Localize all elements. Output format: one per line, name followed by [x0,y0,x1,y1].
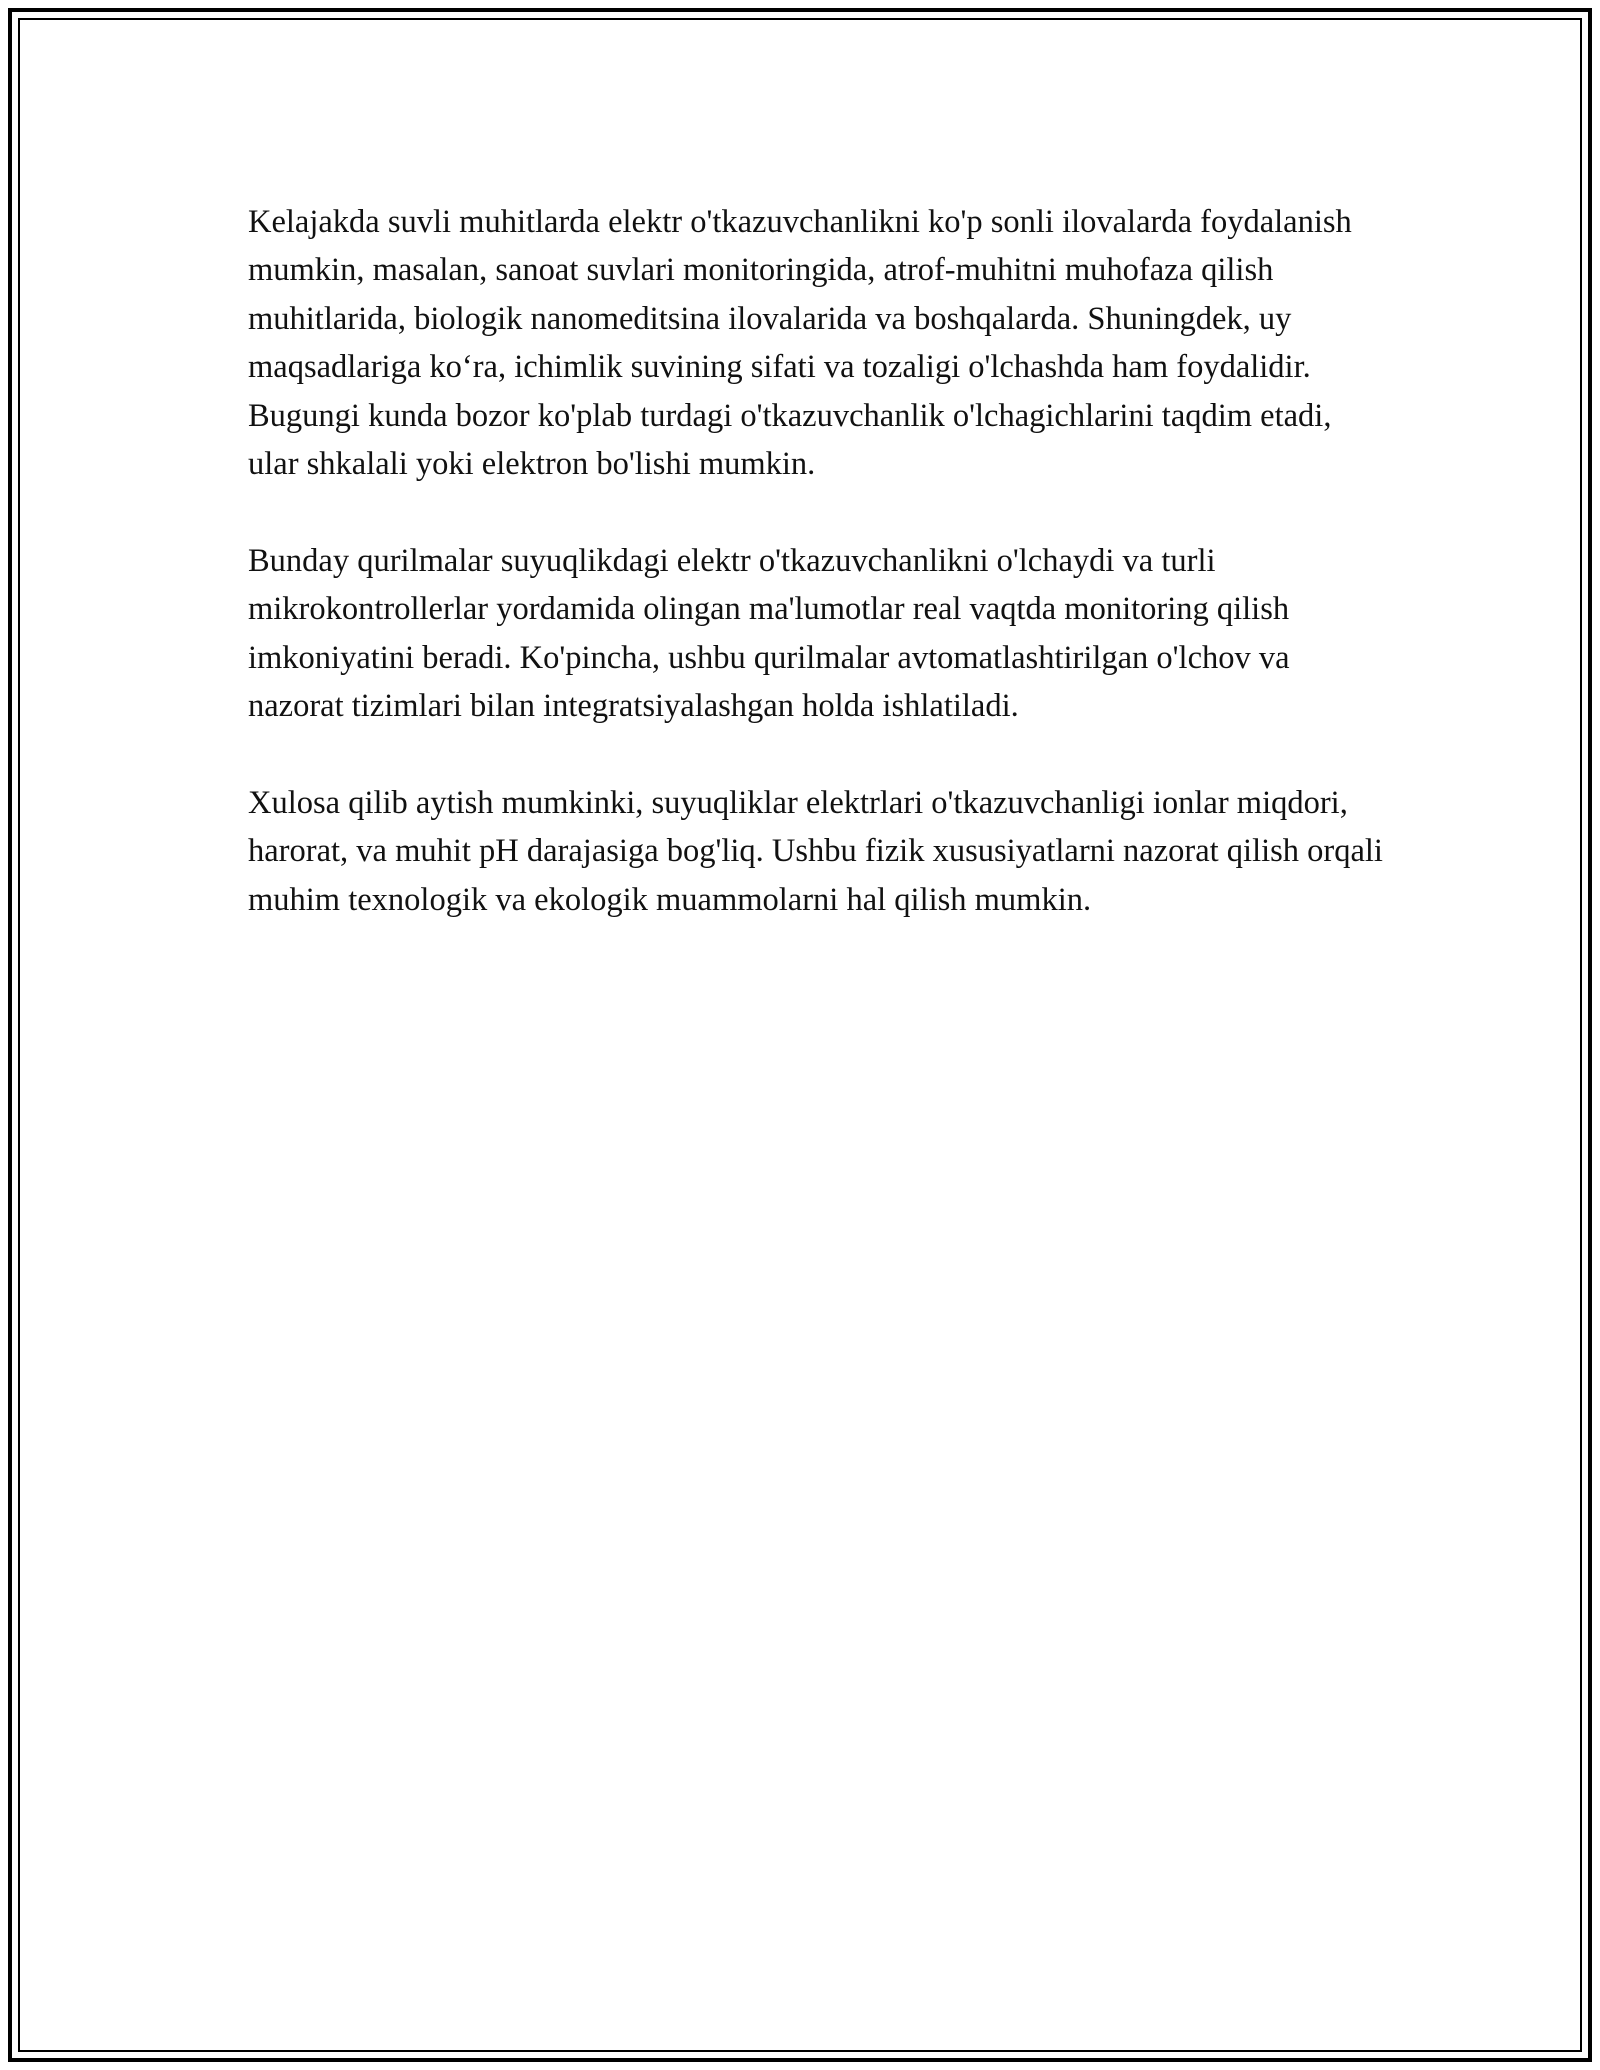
paragraph-conclusion: Xulosa qilib aytish mumkinki, suyuqliklar elektrlari o'tkazuvchanligi ionlar miqdori, harorat, va muhit pH darajasiga bog'liq. Ushbu fizik xususiyatlarni nazorat qilish orqali muhim texnologik va ekologik muammolarni hal qilish mumkin. [248,784,1383,918]
paragraph-applications: Kelajakda suvli muhitlarda elektr o'tkazuvchanlikni ko'p sonli ilovalarda foydalanish mumkin, masalan, sanoat suvlari monitoringida, atrof-muhitni muhofaza qilish muhitlarida, biologik nanomeditsina ilovalarida va boshqalarda. Shuningdek, uy maqsadlariga ko‘ra, ichimlik suvining sifati va tozaligi o'lchashda ham foydalidir. Bugungi kunda bozor ko'plab turdagi o'tkazuvchanlik o'lchagichlarini taqdim etadi, ular shkalali yoki elektron bo'lishi mumkin. [248,204,1352,483]
document-body [248,198,1388,972]
paragraph-devices: Bunday qurilmalar suyuqlikdagi elektr o'tkazuvchanlikni o'lchaydi va turli mikrokontrollerlar yordamida olingan ma'lumotlar real vaqtda monitoring qilish imkoniyatini beradi. Ko'pincha, ushbu qurilmalar avtomatlashtirilgan o'lchov va nazorat tizimlari bilan integratsiyalashgan holda ishlatiladi. [248,542,1290,725]
page-frame [8,8,1592,2062]
